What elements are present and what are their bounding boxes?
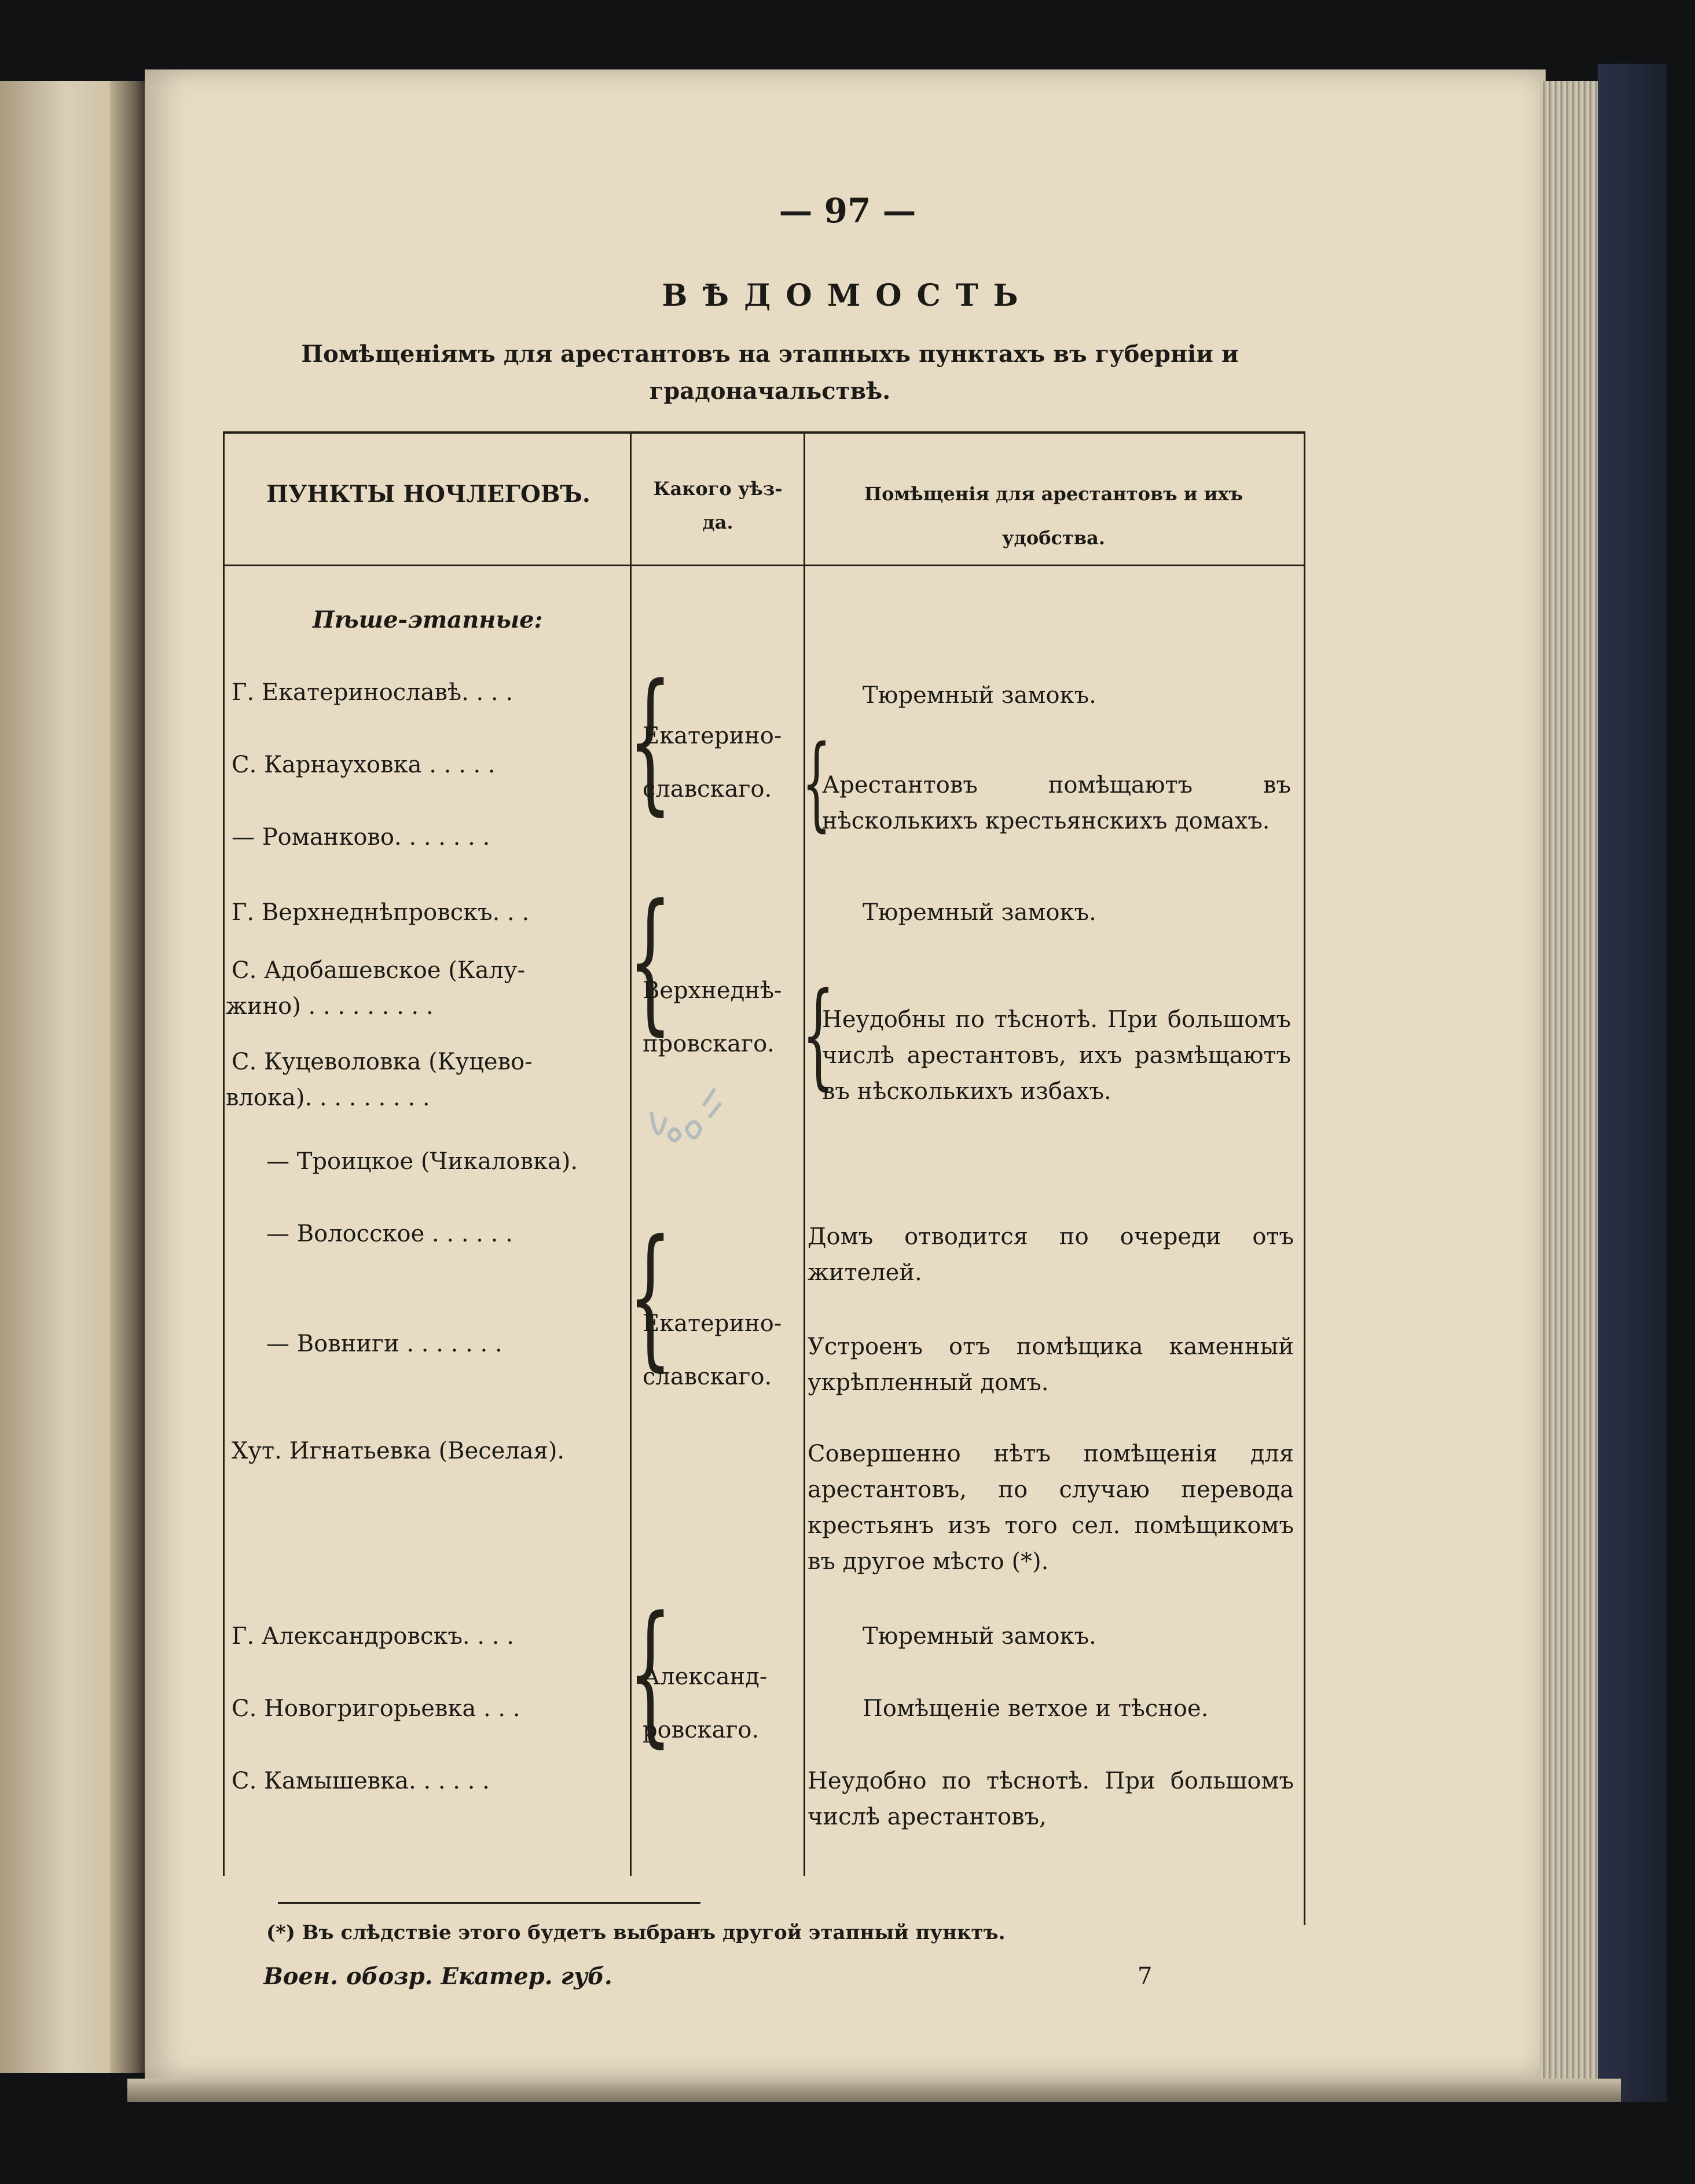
brace-group-3: {	[628, 1209, 673, 1386]
point-row: С. Куцеволовка (Куцево-	[232, 1049, 533, 1075]
remark: Тюремный замокъ.	[863, 682, 1096, 709]
header-district	[631, 472, 805, 539]
remark: Помѣщеніе ветхое и тѣсное.	[863, 1695, 1209, 1722]
remark: Совершенно нѣтъ помѣщенія для арестантовъ, по случаю перевода крестьянъ изъ того сел. помѣщикомъ въ другое мѣсто (*).	[808, 1441, 1294, 1575]
footnote-rule	[278, 1902, 700, 1904]
brace-group-2: {	[628, 873, 673, 1050]
table-header-rule	[223, 565, 1305, 566]
district-line: славскаго.	[643, 776, 772, 802]
table-left-rule	[223, 431, 225, 1876]
remark: Неудобны по тѣснотѣ. При большомъ числѣ арестантовъ, ихъ размѣщаютъ въ нѣсколькихъ избахъ.	[822, 1006, 1291, 1105]
point-row: жино) . . . . . . . . .	[226, 993, 434, 1020]
district-label	[643, 718, 782, 807]
remark: Тюремный замокъ.	[863, 899, 1096, 926]
district-line: славскаго.	[643, 1364, 772, 1390]
point-row: — Троицкое (Чикаловка).	[266, 1148, 578, 1175]
header-remarks	[805, 472, 1303, 560]
district-line: ровскаго.	[643, 1717, 760, 1743]
header-remarks-line2: удобства.	[1002, 527, 1105, 549]
remark: Домъ отводится по очереди отъ жителей.	[808, 1223, 1294, 1286]
sheet-number: 7	[1138, 1963, 1153, 1989]
point-row: — Вовниги . . . . . . .	[266, 1331, 502, 1357]
header-points: ПУНКТЫ НОЧЛЕГОВЪ.	[266, 481, 590, 508]
point-row: влока). . . . . . . . .	[226, 1084, 430, 1111]
point-row: Хут. Игнатьевка (Веселая).	[232, 1438, 565, 1464]
brace-remark-2: {	[802, 723, 831, 842]
signature-line: Воен. обозр. Екатер. губ.	[263, 1963, 612, 1990]
remark: Устроенъ отъ помѣщика каменный укрѣпленный домъ.	[808, 1333, 1294, 1396]
district-label	[643, 1306, 782, 1395]
left-page-edge	[0, 81, 122, 2073]
header-district-line1: Какого уѣз-	[653, 478, 783, 500]
page-number: — 97 —	[779, 191, 916, 230]
footnote: (*) Въ слѣдствіе этого будетъ выбранъ другой этапный пунктъ.	[266, 1921, 1006, 1944]
handwritten-ink-mark	[645, 1083, 727, 1158]
point-row: С. Карнауховка . . . . .	[232, 752, 496, 778]
district-label	[643, 1659, 767, 1748]
point-row: Г. Верхнеднѣпровскъ. . .	[232, 899, 530, 926]
page-subtitle: Помѣщеніямъ для арестантовъ на этапныхъ пунктахъ въ губерніи и градоначальствѣ.	[301, 340, 1239, 405]
page-bottom-edge	[127, 2079, 1621, 2102]
brace-group-1: {	[628, 653, 673, 830]
section-title: Пѣше-этапные:	[313, 606, 543, 633]
book-gutter	[110, 81, 145, 2073]
brace-group-4: {	[628, 1585, 673, 1762]
brace-remark-4: {	[802, 968, 835, 1102]
point-row: С. Адобашевское (Калу-	[232, 957, 526, 984]
point-row: — Романково. . . . . . .	[232, 824, 490, 851]
point-row: С. Новогригорьевка . . .	[232, 1695, 520, 1722]
point-row: Г. Екатеринославѣ. . . .	[232, 679, 513, 706]
district-line: Екатерино-	[643, 723, 782, 749]
book-cover	[1598, 64, 1667, 2102]
column-divider-2	[804, 431, 805, 1876]
point-row: — Волосское . . . . . .	[266, 1221, 513, 1247]
remark: Арестантовъ помѣщаютъ въ нѣсколькихъ крестьянскихъ домахъ.	[822, 772, 1291, 834]
district-label	[643, 973, 782, 1062]
district-line: Верхнеднѣ-	[643, 977, 782, 1004]
table-top-rule	[223, 431, 1305, 434]
remark: Неудобно по тѣснотѣ. При большомъ числѣ арестантовъ,	[808, 1768, 1294, 1830]
table-right-rule	[1304, 431, 1305, 1925]
page-title: ВѢДОМОСТЬ	[662, 278, 1033, 313]
district-line: Екатерино-	[643, 1310, 782, 1337]
remark: Тюремный замокъ.	[863, 1623, 1096, 1650]
point-row: С. Камышевка. . . . . .	[232, 1768, 490, 1794]
district-line: Александ-	[643, 1663, 768, 1690]
district-line: провскаго.	[643, 1031, 775, 1057]
header-remarks-line1: Помѣщенія для арестантовъ и ихъ	[864, 483, 1243, 505]
header-district-line2: да.	[702, 511, 733, 533]
point-row: Г. Александровскъ. . . .	[232, 1623, 514, 1650]
